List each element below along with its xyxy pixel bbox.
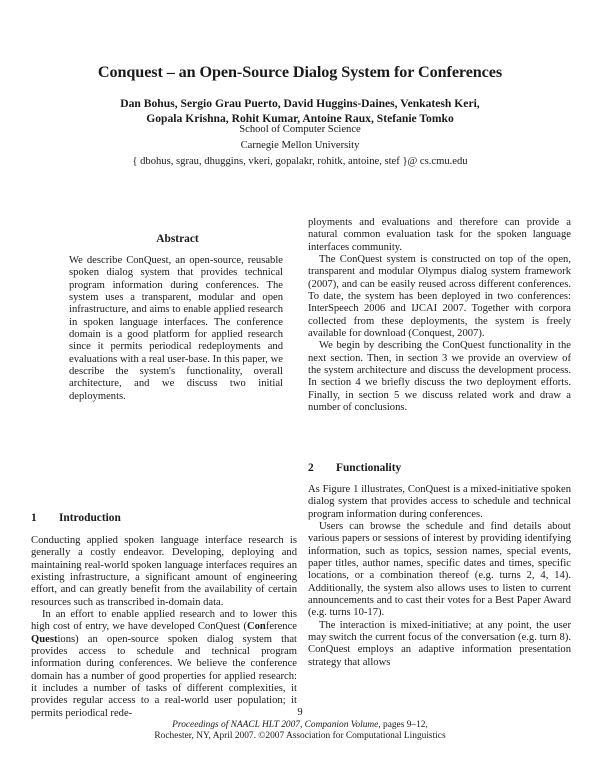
- proceedings-location: Rochester, NY, April 2007. ©2007 Association for Computational Linguistics: [154, 731, 446, 741]
- abstract-heading: Abstract: [156, 233, 199, 245]
- proceedings-name: Proceedings of NAACL HLT 2007, Companion Volume: [172, 720, 379, 730]
- section-title: Functionality: [336, 462, 402, 474]
- paper-title: Conquest – an Open-Source Dialog System for Conferences: [97, 63, 503, 81]
- proceedings-pages: , pages 9–12,: [378, 720, 428, 730]
- section-heading-introduction: [31, 512, 121, 524]
- paragraph: Conducting applied spoken language interface research is generally a costly endeavor. Developing, deploying and maintaining real-world spoken language interfaces requires an existing infrastructure, a significant amount of engineering effort, and can greatly benefit from the availability of certain resources such as transcribed in-domain data.: [31, 535, 297, 608]
- introduction-body: [31, 535, 297, 720]
- paragraph: We begin by describing the ConQuest functionality in the next section. Then, in section 3 we provide an overview of the system architecture and discuss the development process. In section 4 we briefly discuss the two deployment efforts. Finally, in section 5 we discuss related work and draw a number of conclusions.: [308, 340, 571, 414]
- abstract-text: We describe ConQuest, an open-source, reusable spoken dialog system that provides technical program information during conferences. The system uses a transparent, modular and open infrastructure, and aims to enable applied research in spoken language interfaces. The conference domain is a good platform for applied research since it permits periodical redeployments and evaluations with a real user-base. In this paper, we describe the system's functionality, overall architecture, and we discuss two initial deployments.: [69, 255, 283, 402]
- paragraph: The ConQuest system is constructed on top of the open, transparent and modular Olympus dialog system framework (2007), and can be easily reused across different conferences. To date, the system has been deployed in two conferences: InterSpeech 2006 and IJCAI 2007. Together with corpora collected from these deployments, the system is freely available for download (Conquest, 2007).: [308, 254, 571, 340]
- author-list: [0, 96, 600, 126]
- paragraph: As Figure 1 illustrates, ConQuest is a mixed-initiative spoken dialog system that provides access to schedule and technical program information during conferences.: [308, 484, 571, 520]
- introduction-continuation: [308, 217, 571, 415]
- authors-line-1: Dan Bohus, Sergio Grau Puerto, David Huggins-Daines, Venkatesh Keri,: [120, 97, 480, 110]
- functionality-body: [308, 484, 571, 669]
- section-number: 1: [31, 512, 37, 524]
- section-heading-functionality: [308, 462, 401, 474]
- section-title: Introduction: [59, 512, 121, 524]
- affiliation-school: School of Computer Science: [239, 124, 361, 135]
- paragraph: Users can browse the schedule and find details about various papers or sessions of interest by providing identifying information, such as topics, session names, special events, paper titles, author names, specific dates and times, specific locations, or a combination thereof (e.g. turns 2, 4, 14). Additionally, the system also allows uses to listen to current announcements and to cast their votes for a Best Paper Award (e.g. turns 10-17).: [308, 521, 571, 619]
- affiliation-university: Carnegie Mellon University: [240, 140, 360, 151]
- authors-line-2: Gopala Krishna, Rohit Kumar, Antoine Raux, Stefanie Tomko: [146, 112, 454, 125]
- paragraph: ployments and evaluations and therefore can provide a natural common evaluation task for the spoken language interfaces community.: [308, 217, 571, 253]
- page-number: 9: [297, 707, 303, 718]
- abstract-body: [69, 255, 283, 403]
- citation-footer: [0, 720, 600, 742]
- section-number: 2: [308, 462, 314, 474]
- author-emails: { dbohus, sgrau, dhuggins, vkeri, gopalakr, rohitk, antoine, stef }@ cs.cmu.edu: [132, 156, 468, 167]
- paragraph: The interaction is mixed-initiative; at any point, the user may switch the current focus of the conversation (e.g. turn 8). ConQuest employs an adaptive information presentation strategy that allows: [308, 619, 571, 668]
- paragraph: In an effort to enable applied research and to lower this high cost of entry, we have developed ConQuest (Conference Questions) an open-source spoken dialog system that provides access to schedule and technical program information during conferences. We believe the conference domain has a number of good properties for applied research: it includes a number of tasks of different complexities, it provides regular access to a real-world user population; it permits periodical rede-: [31, 609, 297, 719]
